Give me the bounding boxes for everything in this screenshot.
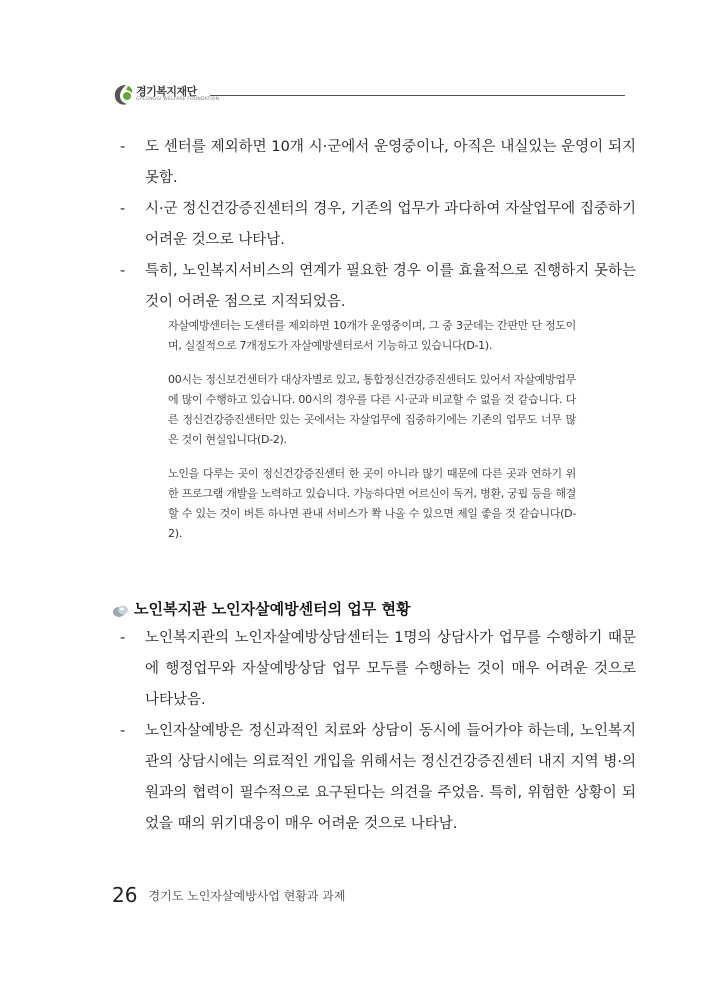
quote-paragraph: 자살예방센터는 도센터를 제외하면 10개가 운영중이며, 그 중 3군데는 간판만 단 정도이며, 실질적으로 7개정도가 자살예방센터로서 기능하고 있습니다(D-1). <box>168 319 576 352</box>
quote-paragraph: 노인을 다루는 곳이 정신건강증진센터 한 곳이 아니라 많기 때문에 다른 곳과 연하기 위한 프로그램 개발을 노력하고 있습니다. 가능하다면 어르신이 독거, 병환, 궁핍 등을 해결할 수 있는 것이 버튼 하나면 관내 서비스가 쫙 나올 수 있으면 제일 좋을 것 같습니다(D-2). <box>168 467 576 540</box>
bullet-list-top <box>120 132 636 318</box>
logo-name: 경기복지재단 <box>136 85 197 98</box>
logo-subtitle: GYEONGGI WELFARE FOUNDATION <box>136 97 220 102</box>
bullet-dash: - <box>120 630 126 646</box>
list-item: - 특히, 노인복지서비스의 연계가 필요한 경우 이를 효율적으로 진행하지 못하는 것이 어려운 점으로 지적되었음. <box>120 256 636 318</box>
bullet-dash: - <box>120 201 126 217</box>
document-title: 경기도 노인자살예방사업 현황과 과제 <box>148 888 346 903</box>
page-footer <box>112 883 345 907</box>
quote-paragraph: 00시는 정신보건센터가 대상자별로 있고, 통합정신건강증진센터도 있어서 자살예방업무에 많이 수행하고 있습니다. 00시의 경우를 다른 시·군과 비교할 수 없을 것 같습니다. 다른 정신건강증진센터만 있는 곳에서는 자살업무에 집중하기에는 기존의 업무도 너무 많은 것이 현실입니다(D-2). <box>168 373 576 446</box>
bullet-list-bottom <box>120 623 636 840</box>
page-header <box>112 80 632 112</box>
bullet-dash: - <box>120 263 126 279</box>
section-heading: 노인복지관 노인자살예방센터의 업무 현황 <box>134 600 411 618</box>
list-item: - 도 센터를 제외하면 10개 시·군에서 운영중이나, 아직은 내실있는 운영이 되지 못함. <box>120 132 636 194</box>
page-number: 26 <box>112 883 138 907</box>
bullet-dash: - <box>120 139 126 155</box>
header-divider <box>210 95 625 96</box>
list-item: - 시·군 정신건강증진센터의 경우, 기존의 업무가 과다하여 자살업무에 집중하기 어려운 것으로 나타남. <box>120 194 636 256</box>
list-item: - 노인자살예방은 정신과적인 치료와 상담이 동시에 들어가야 하는데, 노인복지관의 상담시에는 의료적인 개입을 위해서는 정신건강증진센터 내지 지역 병·의원과의 협력이 필수적으로 요구된다는 의견을 주었음. 특히, 위험한 상황이 되었을 때의 위기대응이 매우 어려운 것으로 나타남. <box>120 716 636 840</box>
foundation-logo-icon <box>112 82 134 108</box>
list-item: - 노인복지관의 노인자살예방상담센터는 1명의 상담사가 업무를 수행하기 때문에 행정업무와 자살예방상담 업무 모두를 수행하는 것이 매우 어려운 것으로 나타났음. <box>120 623 636 716</box>
bullet-dash: - <box>120 723 126 739</box>
interview-quotes <box>168 316 576 558</box>
